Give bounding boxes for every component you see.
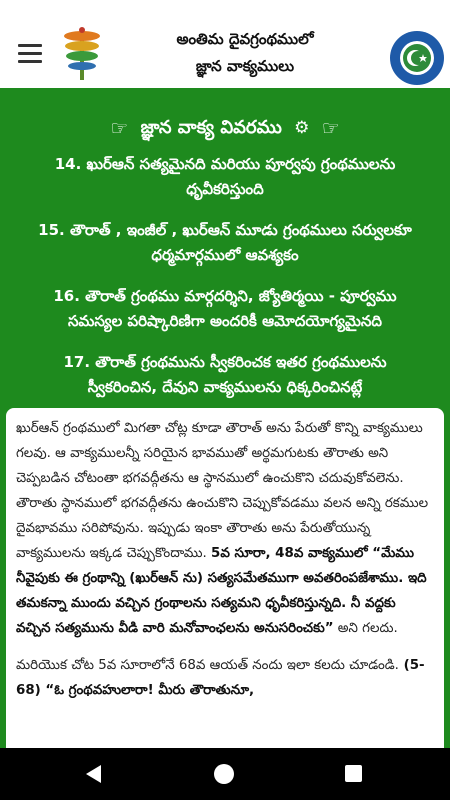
list-item-line1: 16. తౌరాత్ గ్రంథము మార్గదర్శిని, జ్యోతిర్మయి - పూర్వము bbox=[53, 287, 397, 305]
app-title-line1: అంతిమ దైవగ్రంథములో bbox=[176, 30, 314, 48]
section-heading bbox=[0, 116, 450, 142]
paragraph-2-quote: (5-68) “ఓ గ్రంథవహులారా! మీరు తౌరాతునూ, bbox=[16, 658, 425, 698]
section-title: జ్ఞాన వాక్య వివరము bbox=[140, 117, 282, 138]
list-item[interactable] bbox=[10, 218, 440, 268]
app-logo-icon bbox=[52, 24, 112, 82]
app-title-line2: జ్ఞాన వాక్యములు bbox=[195, 57, 295, 75]
paragraph-1-tail: అని గలదు. bbox=[333, 621, 398, 636]
list-item[interactable] bbox=[10, 350, 440, 400]
paragraph-2 bbox=[16, 653, 434, 703]
list-item-line2: ధర్మమార్గములో ఆవశ్యకం bbox=[151, 246, 299, 264]
list-item[interactable] bbox=[10, 284, 440, 334]
gear-icon: ⚙ bbox=[294, 118, 310, 138]
home-icon[interactable] bbox=[214, 764, 234, 784]
pointing-hand-right-icon: ☞ bbox=[321, 116, 340, 140]
app-bar bbox=[0, 0, 450, 88]
list-item-line2: ధృవీకరిస్తుంది bbox=[186, 180, 264, 198]
society-seal-icon bbox=[389, 30, 445, 86]
paragraph-1-quote: 5వ సూరా, 48వ వాక్యములో “మేము నీవైపుకు ఈ గ్రంథాన్ని (ఖుర్ఆన్ ను) సత్యసమేతముగా అవతరింపజేశాము. ఇది తమకన్నా ముందు వచ్చిన గ్రంథాలను సత్యమని ధృవీకరిస్తున్నది. నీ వద్దకు వచ్చిన సత్యమును వీడి వారి మనోవాంఛలను అనుసరించకు” bbox=[16, 546, 427, 636]
paragraph-1 bbox=[16, 416, 434, 641]
recents-icon[interactable] bbox=[345, 765, 362, 782]
list-item-line1: 15. తౌరాత్ , ఇంజీల్ , ఖుర్ఆన్ మూడు గ్రంథములు సర్వులకూ bbox=[38, 221, 412, 239]
menu-icon[interactable] bbox=[18, 44, 42, 64]
pointing-hand-left-icon: ☞ bbox=[110, 116, 129, 140]
back-icon[interactable] bbox=[86, 765, 101, 783]
list-item[interactable] bbox=[10, 152, 440, 202]
system-nav-bar bbox=[0, 748, 450, 800]
content-area[interactable] bbox=[0, 88, 450, 748]
paragraph-2-text: మరియొక చోట 5వ సూరాలోనే 68వ ఆయత్ నందు ఇలా కలదు చూడండి. bbox=[16, 658, 399, 673]
list-item-line2: స్వీకరించిన, దేవుని వాక్యములను ధిక్కరించినట్లే bbox=[87, 378, 363, 396]
list-item-line1: 14. ఖుర్ఆన్ సత్యమైనది మరియు పూర్వపు గ్రంథములను bbox=[54, 155, 396, 173]
paragraph-1-text: ఖుర్ఆన్ గ్రంథములో మిగతా చోట్ల కూడా తౌరాత్ అను పేరుతో కొన్ని వాక్యములు గలవు. ఆ వాక్యములన్నీ సరియైన భావముతో అర్థమగుటకు తౌరాతు అని చెప్పబడిన చోటంతా భగవద్గీతను ఆ స్థానములో ఉంచుకొని చదువుకోవలెను. తౌరాతు స్థానములో భగవద్గీతను ఉంచుకొని చెప్పుకోవడము వలన అన్ని రకముల దైవభావము సరిపోవును. ఇప్పుడు ఇంకా తౌరాతు అను పేరుతోయున్న వాక్యములను ఇక్కడ చెప్పుకొందాము. bbox=[16, 421, 429, 561]
list-item-line1: 17. తౌరాత్ గ్రంథమును స్వీకరించక ఇతర గ్రంథములను bbox=[63, 353, 387, 371]
detail-card[interactable] bbox=[6, 408, 444, 748]
list-item-line2: సమస్యల పరిష్కారిణిగా అందరికీ ఆమోదయోగ్యమైనది bbox=[67, 312, 382, 330]
app-title bbox=[120, 26, 370, 80]
